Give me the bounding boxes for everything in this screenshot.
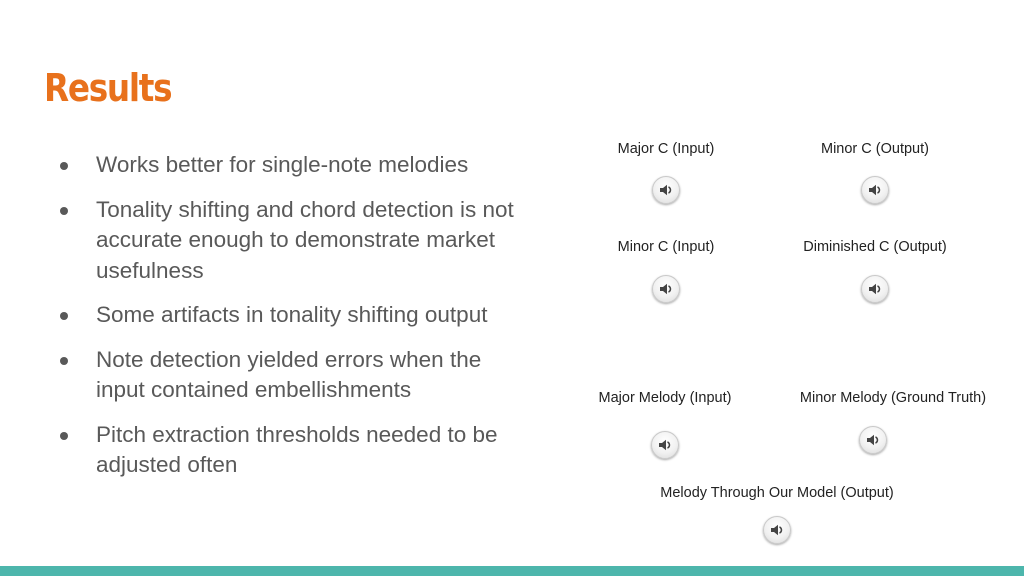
bullet-item — [58, 300, 528, 331]
bullet-item — [58, 150, 528, 181]
bottom-accent-bar — [0, 566, 1024, 576]
bullet-item — [58, 195, 528, 287]
bullet-text: Pitch extraction thresholds needed to be adjusted often — [96, 421, 498, 477]
bullet-text: Tonality shifting and chord detection is not accurate enough to demonstrate market usefulness — [96, 196, 514, 283]
audio-play-button-minor-c-output[interactable] — [861, 176, 889, 204]
speaker-icon — [867, 182, 883, 198]
audio-play-button-major-c-input[interactable] — [652, 176, 680, 204]
audio-label-minor-melody-ground-truth: Minor Melody (Ground Truth) — [799, 390, 987, 406]
bullet-text: Works better for single-note melodies — [96, 152, 469, 177]
bullet-dot-icon — [60, 312, 68, 320]
bullet-item — [58, 345, 528, 406]
slide-title: Results — [44, 66, 172, 110]
audio-label-major-c-input: Major C (Input) — [617, 141, 715, 157]
audio-label-minor-c-input: Minor C (Input) — [617, 239, 715, 255]
speaker-icon — [865, 432, 881, 448]
audio-play-button-minor-c-input[interactable] — [652, 275, 680, 303]
bullet-item — [58, 420, 528, 481]
audio-label-major-melody-input: Major Melody (Input) — [598, 390, 732, 406]
speaker-icon — [658, 182, 674, 198]
bullet-text: Some artifacts in tonality shifting output — [96, 302, 488, 327]
bullet-dot-icon — [60, 357, 68, 365]
bullet-text: Note detection yielded errors when the input contained embellishments — [96, 346, 482, 402]
audio-play-button-melody-through-model-output[interactable] — [763, 516, 791, 544]
audio-play-button-diminished-c-output[interactable] — [861, 275, 889, 303]
bullet-dot-icon — [60, 162, 68, 170]
audio-label-minor-c-output: Minor C (Output) — [821, 141, 929, 157]
speaker-icon — [657, 437, 673, 453]
speaker-icon — [658, 281, 674, 297]
speaker-icon — [769, 522, 785, 538]
audio-play-button-minor-melody-ground-truth[interactable] — [859, 426, 887, 454]
speaker-icon — [867, 281, 883, 297]
audio-label-diminished-c-output: Diminished C (Output) — [803, 239, 947, 255]
bullet-dot-icon — [60, 432, 68, 440]
audio-play-button-major-melody-input[interactable] — [651, 431, 679, 459]
bullet-dot-icon — [60, 207, 68, 215]
results-bullet-list — [58, 150, 528, 495]
audio-label-melody-through-model-output: Melody Through Our Model (Output) — [660, 485, 894, 501]
